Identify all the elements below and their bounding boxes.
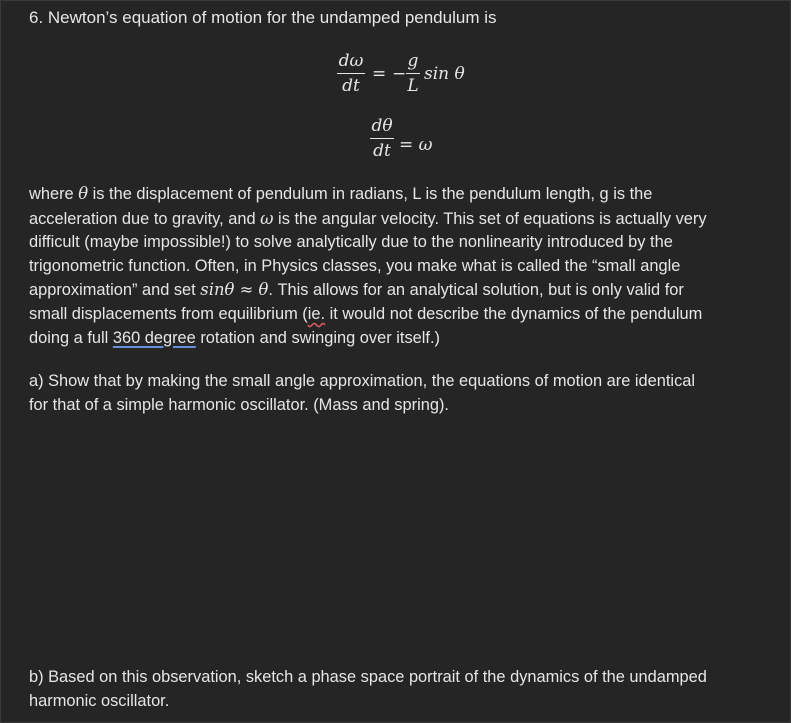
spellcheck-flagged-word[interactable]: ie. — [307, 304, 326, 323]
eq1-rhs-numerator: g — [407, 51, 419, 71]
description-line: where θ is the displacement of pendulum in radians, L is the pendulum length, g is the — [29, 184, 653, 203]
part-b-line: b) Based on this observation, sketch a phase space portrait of the dynamics of the undamped — [29, 668, 707, 686]
description-line: doing a full 360 degree rotation and swinging over itself.) — [29, 328, 440, 347]
underlined-phrase[interactable]: 360 degree — [112, 328, 196, 347]
part-a-line: for that of a simple harmonic oscillator. (Mass and spring). — [29, 395, 449, 414]
eq2-lhs-fraction — [370, 116, 394, 161]
eq2-rhs: = ω — [399, 135, 433, 155]
eq1-equals-sign: = — [372, 64, 387, 84]
eq1-rhs-fraction-bar — [406, 73, 420, 74]
part-a-paragraph — [29, 370, 769, 417]
theta-symbol: θ — [78, 184, 89, 203]
question-heading: 6. Newton’s equation of motion for the undamped pendulum is — [29, 8, 497, 27]
part-b-line: harmonic oscillator. — [29, 691, 170, 710]
description-line: acceleration due to gravity, and ω is the angular velocity. This set of equations is actually very — [29, 208, 707, 228]
eq1-lhs-fraction-bar — [337, 73, 365, 74]
description-paragraph — [29, 182, 769, 350]
description-line: approximation” and set sinθ ≈ θ. This allows for an analytical solution, but is only valid for — [29, 280, 684, 300]
eq1-minus-sign: − — [392, 64, 407, 84]
eq1-lhs-numerator: dω — [338, 51, 364, 71]
eq2-lhs-denominator: dt — [373, 141, 391, 161]
description-line: difficult (maybe impossible!) to solve analytically due to the nonlinearity introduced by the — [29, 233, 673, 252]
part-b-paragraph — [29, 666, 769, 713]
eq1-lhs-denominator: dt — [342, 76, 360, 96]
eq1-sin-theta: sin θ — [424, 64, 465, 84]
small-angle-math: sinθ ≈ θ — [200, 280, 269, 300]
eq1-rhs-denominator: L — [407, 76, 419, 96]
description-line: small displacements from equilibrium (ie. it would not describe the dynamics of the pendulum — [29, 304, 703, 323]
eq2-lhs-fraction-bar — [370, 138, 394, 139]
eq1-lhs-fraction — [337, 51, 365, 96]
eq2-lhs-numerator: dθ — [371, 116, 393, 136]
eq1-rhs-fraction — [406, 51, 420, 96]
part-a-line: a) Show that by making the small angle approximation, the equations of motion are identical — [29, 372, 696, 390]
description-line: trigonometric function. Often, in Physics classes, you make what is called the “small angle — [29, 256, 681, 275]
omega-symbol: ω — [260, 208, 274, 228]
